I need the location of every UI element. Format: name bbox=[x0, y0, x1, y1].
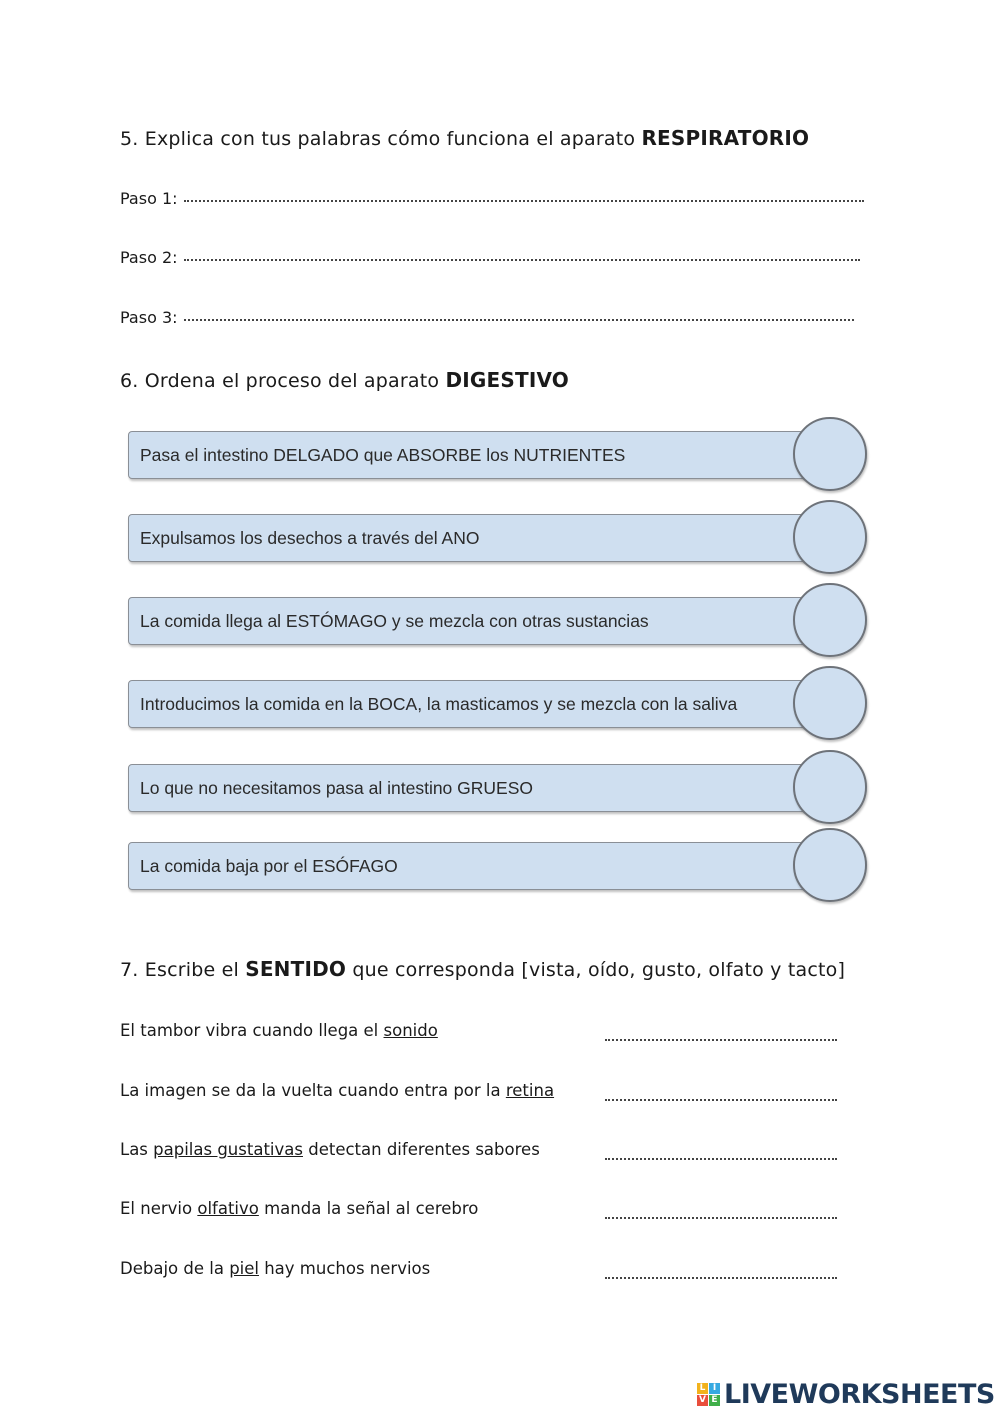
order-number-input[interactable] bbox=[793, 500, 867, 574]
step-text: Lo que no necesitamos pasa al intestino GRUESO bbox=[140, 778, 533, 798]
question-6-highlight: DIGESTIVO bbox=[445, 368, 569, 392]
sense-answer-line[interactable] bbox=[605, 1029, 837, 1041]
order-number-input[interactable] bbox=[793, 666, 867, 740]
paso-3-row bbox=[120, 308, 854, 327]
mark-letter: V bbox=[697, 1395, 708, 1406]
order-number-input[interactable] bbox=[793, 828, 867, 902]
question-7-prefix: 7. Escribe el bbox=[120, 959, 246, 981]
paso-2-row bbox=[120, 248, 860, 267]
sense-answer-line[interactable] bbox=[605, 1148, 837, 1160]
step-text: La comida baja por el ESÓFAGO bbox=[140, 856, 398, 876]
liveworksheets-mark-icon bbox=[697, 1383, 720, 1406]
sense-sentence bbox=[120, 1021, 438, 1040]
digestive-step-1 bbox=[128, 431, 848, 481]
sense-row-4 bbox=[120, 1199, 840, 1223]
mark-letter: E bbox=[709, 1395, 720, 1406]
mark-letter: I bbox=[709, 1383, 720, 1394]
sense-sentence bbox=[120, 1140, 540, 1159]
sense-row-5 bbox=[120, 1259, 840, 1283]
sense-sentence bbox=[120, 1199, 478, 1218]
digestive-step-4 bbox=[128, 680, 848, 730]
sentence-start: La imagen se da la vuelta cuando entra por la bbox=[120, 1081, 506, 1100]
digestive-step-6 bbox=[128, 842, 848, 892]
underlined-keyword: piel bbox=[229, 1259, 259, 1278]
sense-sentence bbox=[120, 1259, 430, 1278]
sentence-end: detectan diferentes sabores bbox=[302, 1140, 540, 1159]
question-5-highlight: RESPIRATORIO bbox=[641, 126, 810, 150]
underlined-keyword: sonido bbox=[383, 1021, 438, 1040]
step-text: La comida llega al ESTÓMAGO y se mezcla con otras sustancias bbox=[140, 611, 649, 631]
digestive-step-5 bbox=[128, 764, 848, 814]
underlined-keyword: olfativo bbox=[197, 1199, 259, 1218]
question-6-title bbox=[120, 368, 569, 392]
paso-2-label: Paso 2: bbox=[120, 248, 178, 267]
digestive-step-3 bbox=[128, 597, 848, 647]
paso-3-label: Paso 3: bbox=[120, 308, 178, 327]
sentence-end: hay muchos nervios bbox=[258, 1259, 431, 1278]
order-number-input[interactable] bbox=[793, 417, 867, 491]
sentence-start: El tambor vibra cuando llega el bbox=[120, 1021, 384, 1040]
brand-name: LIVEWORKSHEETS bbox=[724, 1378, 995, 1410]
paso-3-answer-line[interactable] bbox=[184, 309, 854, 321]
question-7-highlight: SENTIDO bbox=[245, 957, 347, 981]
order-number-input[interactable] bbox=[793, 750, 867, 824]
underlined-keyword: papilas gustativas bbox=[153, 1140, 303, 1159]
sense-answer-line[interactable] bbox=[605, 1089, 837, 1101]
step-text: Introducimos la comida en la BOCA, la masticamos y se mezcla con la saliva bbox=[140, 694, 738, 714]
sentence-end: manda la señal al cerebro bbox=[258, 1199, 479, 1218]
sense-row-1 bbox=[120, 1021, 840, 1045]
sense-answer-line[interactable] bbox=[605, 1207, 837, 1219]
digestive-step-2 bbox=[128, 514, 848, 564]
sentence-start: Debajo de la bbox=[120, 1259, 230, 1278]
question-6-prefix: 6. Ordena el proceso del aparato bbox=[120, 370, 446, 392]
sense-sentence bbox=[120, 1081, 554, 1100]
sentence-start: El nervio bbox=[120, 1199, 198, 1218]
question-7-suffix: que corresponda [vista, oído, gusto, olfato y tacto] bbox=[346, 959, 846, 981]
question-5-title bbox=[120, 126, 809, 150]
step-text: Pasa el intestino DELGADO que ABSORBE los NUTRIENTES bbox=[140, 445, 626, 465]
order-number-input[interactable] bbox=[793, 583, 867, 657]
sense-row-2 bbox=[120, 1081, 840, 1105]
question-7-title bbox=[120, 957, 845, 981]
paso-1-row bbox=[120, 189, 864, 208]
sentence-start: Las bbox=[120, 1140, 154, 1159]
paso-2-answer-line[interactable] bbox=[184, 249, 860, 261]
step-text: Expulsamos los desechos a través del ANO bbox=[140, 528, 480, 548]
paso-1-answer-line[interactable] bbox=[184, 190, 864, 202]
underlined-keyword: retina bbox=[505, 1081, 555, 1100]
question-5-prefix: 5. Explica con tus palabras cómo funciona el aparato bbox=[120, 128, 642, 150]
mark-letter: L bbox=[697, 1383, 708, 1394]
liveworksheets-logo bbox=[697, 1377, 995, 1411]
sense-row-3 bbox=[120, 1140, 840, 1164]
paso-1-label: Paso 1: bbox=[120, 189, 178, 208]
sense-answer-line[interactable] bbox=[605, 1267, 837, 1279]
